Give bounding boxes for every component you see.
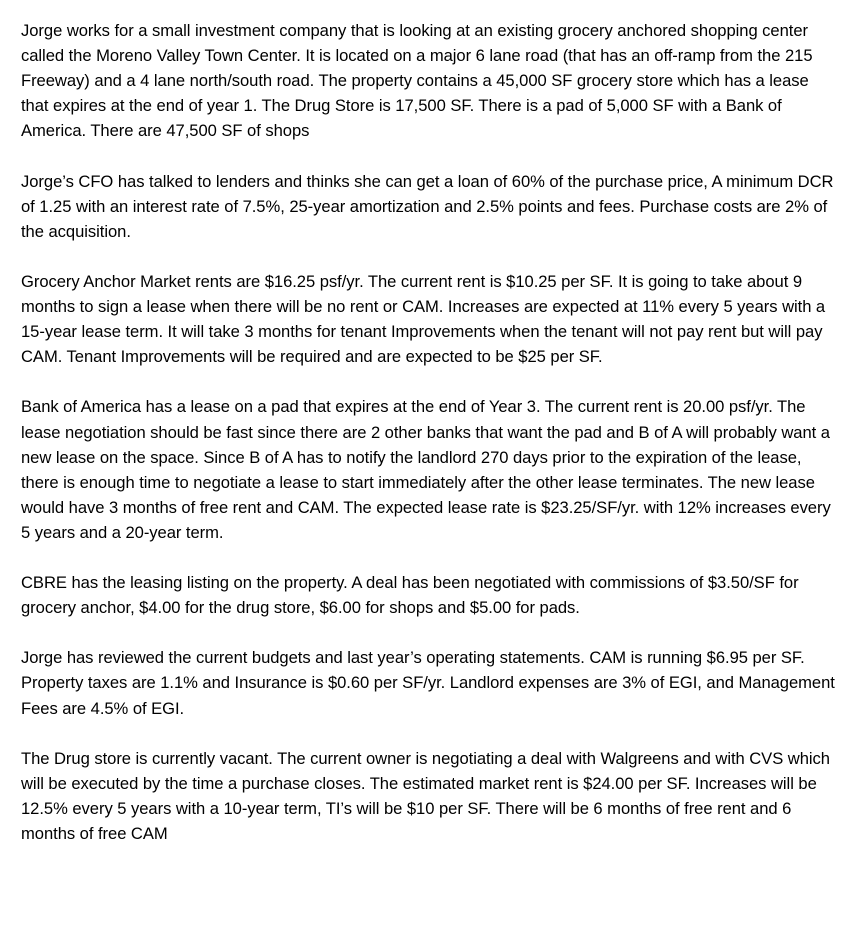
paragraph-bank-of-america: Bank of America has a lease on a pad that expires at the end of Year 3. The current rent is 20.00 psf/yr. The lease negotiation should be fast since there are 2 other banks that want the pad and B of A will probably want a new lease on the space. Since B of A has to notify the landlord 270 days prior to the expiration of the lease, there is enough time to negotiate a lease to start immediately after the other lease terminates. The new lease would have 3 months of free rent and CAM. The expected lease rate is $23.25/SF/yr. with 12% increases every 5 years and a 20-year term. bbox=[21, 397, 831, 542]
document-body bbox=[21, 18, 836, 846]
paragraph-financing: Jorge’s CFO has talked to lenders and thinks she can get a loan of 60% of the purchase price, A minimum DCR of 1.25 with an interest rate of 7.5%, 25-year amortization and 2.5% points and fees. Purchase costs are 2% of the acquisition. bbox=[21, 171, 834, 241]
paragraph-operating-expenses: Jorge has reviewed the current budgets and last year’s operating statements. CAM is running $6.95 per SF. Property taxes are 1.1% and Insurance is $0.60 per SF/yr. Landlord expenses are 3% of EGI, and Management Fees are 4.5% of EGI. bbox=[21, 648, 835, 718]
paragraph-grocery-anchor: Grocery Anchor Market rents are $16.25 psf/yr. The current rent is $10.25 per SF. It is going to take about 9 months to sign a lease when there will be no rent or CAM. Increases are expected at 11% every 5 years with a 15-year lease term. It will take 3 months for tenant Improvements when the tenant will not pay rent but will pay CAM. Tenant Improvements will be required and are expected to be $25 per SF. bbox=[21, 271, 826, 367]
paragraph-drug-store: The Drug store is currently vacant. The current owner is negotiating a deal with Walgreens and with CVS which will be executed by the time a purchase closes. The estimated market rent is $24.00 per SF. Increases will be 12.5% every 5 years with a 10-year term, TI’s will be $10 per SF. There will be 6 months of free rent and 6 months of free CAM bbox=[21, 748, 830, 843]
paragraph-property-overview: Jorge works for a small investment company that is looking at an existing grocery anchored shopping center called the Moreno Valley Town Center. It is located on a major 6 lane road (that has an off-ramp from the 215 Freeway) and a 4 lane north/south road. The property contains a 45,000 SF grocery store which has a lease that expires at the end of year 1. The Drug Store is 17,500 SF. There is a pad of 5,000 SF with a Bank of America. There are 47,500 SF of shops bbox=[21, 21, 813, 141]
paragraph-cbre-commissions: CBRE has the leasing listing on the property. A deal has been negotiated with commissions of $3.50/SF for grocery anchor, $4.00 for the drug store, $6.00 for shops and $5.00 for pads. bbox=[21, 573, 799, 618]
